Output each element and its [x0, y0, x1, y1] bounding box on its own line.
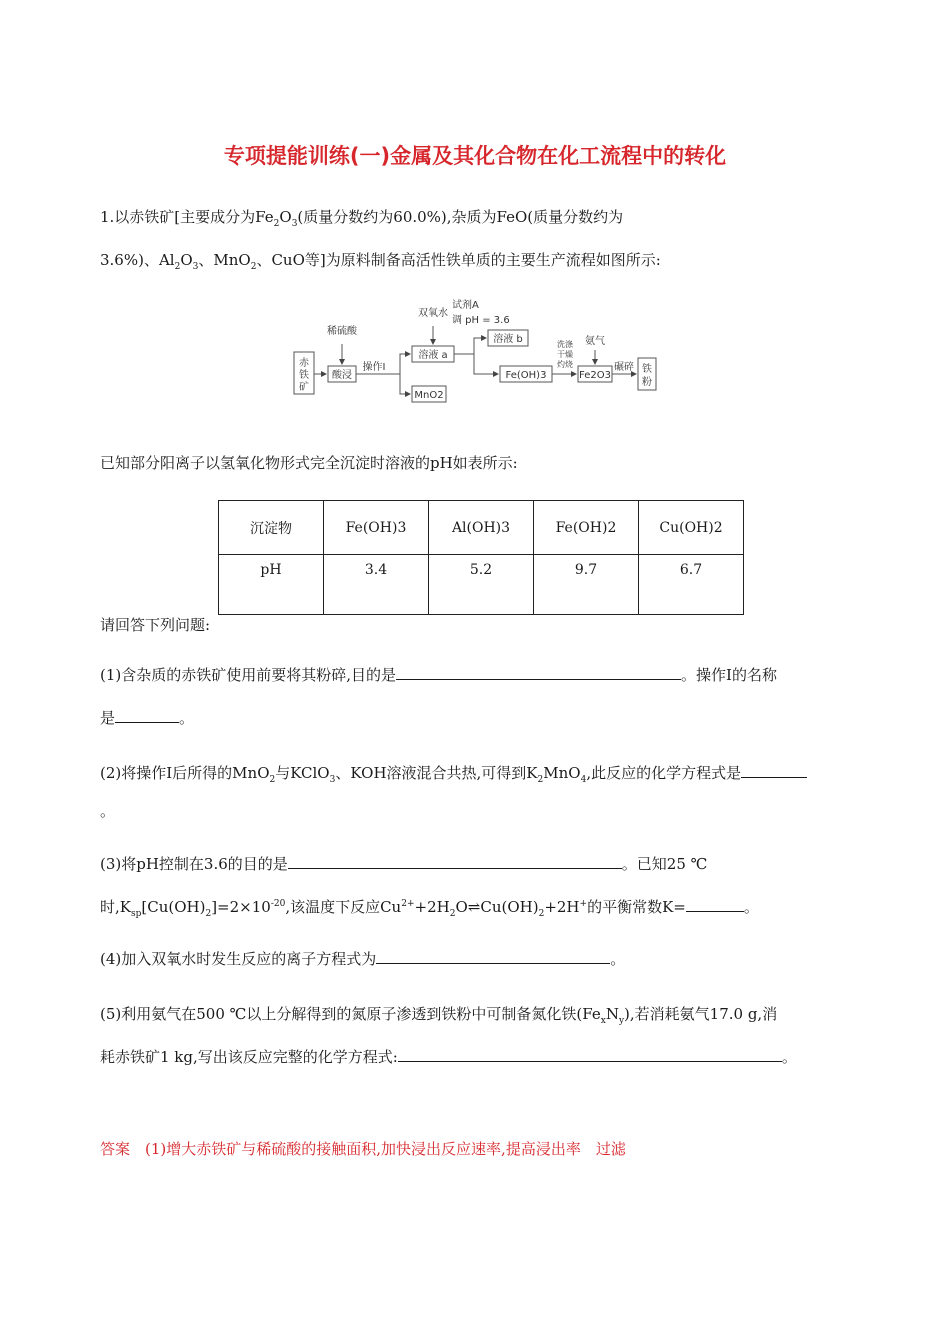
answer-blank[interactable] — [741, 763, 807, 778]
ore-label-2: 铁 — [299, 370, 309, 381]
answer-text: (1)增大赤铁矿与稀硫酸的接触面积,加快浸出反应速率,提高浸出率 过滤 — [145, 1140, 626, 1158]
mno2-label: MnO2 — [414, 390, 444, 401]
known-text: 已知部分阳离子以氢氧化物形式完全沉淀时溶液的pH如表所示: — [100, 454, 518, 472]
adjust-ph-label: 调 pH = 3.6 — [452, 315, 510, 326]
table-header-cell: Al(OH)3 — [429, 501, 534, 555]
answer-blank[interactable] — [398, 1047, 782, 1062]
acid-leach-label: 酸浸 — [332, 370, 352, 381]
fe2o3-label: Fe2O3 — [579, 370, 611, 381]
dilute-acid-label: 稀硫酸 — [327, 326, 357, 337]
grind-label: 碾碎 — [614, 362, 634, 373]
iron-powder-label-1: 铁 — [642, 364, 652, 375]
ph-table — [218, 500, 744, 615]
answer-blank[interactable] — [288, 854, 622, 869]
answer-blank[interactable] — [115, 708, 179, 723]
question-1-line-1: 1.以赤铁矿[主要成分为$Fe_2O_3$(质量分数约为60.0%),杂质为FeO(质量分数约为 — [100, 208, 624, 229]
part-5-line-2: 耗赤铁矿1 kg,写出该反应完整的化学方程式: 。 — [100, 1048, 797, 1066]
ore-label-3: 矿 — [299, 382, 309, 393]
solution-b-label: 溶液 b — [493, 334, 523, 345]
part-5-line-1: (5)利用氨气在500 ℃以上分解得到的氮原子渗透到铁粉中可制备氮化铁$(Fe_xN_y)$,若消耗氨气17.0 g,消 — [100, 1005, 778, 1026]
table-row — [219, 555, 744, 615]
ore-label-1: 赤 — [299, 358, 309, 369]
table-cell: 5.2 — [429, 555, 534, 615]
table-header-row — [219, 501, 744, 555]
operation-label: 操作Ⅰ — [362, 362, 386, 373]
table-cell: 9.7 — [534, 555, 639, 615]
part-1-line-2: 是 。 — [100, 709, 195, 727]
table-header-cell: 沉淀物 — [219, 501, 324, 555]
process-flow-diagram — [290, 294, 670, 410]
table-cell: pH — [219, 555, 324, 615]
part-3-line-1: (3)将pH控制在3.6的目的是 。已知25 ℃ — [100, 855, 708, 873]
answer-blank[interactable] — [376, 949, 610, 964]
table-header-cell: Cu(OH)2 — [639, 501, 744, 555]
question-1-line-2: 3.6%)、$Al_2O_3$、MnO$_2$、CuO等]为原料制备高活性铁单质的主要生产流程如图所示: — [100, 251, 661, 272]
answer-line — [100, 1138, 626, 1159]
wash-label-2: 干燥 — [557, 350, 573, 359]
page-title: 专项提能训练(一)金属及其化合物在化工流程中的转化 — [223, 144, 727, 168]
part-4: (4)加入双氧水时发生反应的离子方程式为 。 — [100, 950, 626, 968]
table-cell: 3.4 — [324, 555, 429, 615]
part-2-line-1: (2)将操作Ⅰ后所得的MnO$_2$与KClO$_3$、KOH溶液混合共热,可得到$K_2MnO_4$,此反应的化学方程式是 — [100, 762, 807, 785]
answer-blank[interactable] — [686, 897, 744, 912]
iron-powder-label-2: 粉 — [642, 377, 652, 388]
please-answer: 请回答下列问题: — [100, 616, 211, 634]
ammonia-label: 氨气 — [585, 336, 605, 347]
table-cell: 6.7 — [639, 555, 744, 615]
part-1-line-1: (1)含杂质的赤铁矿使用前要将其粉碎,目的是 。操作Ⅰ的名称 — [100, 666, 777, 684]
answer-blank[interactable] — [396, 665, 681, 680]
answer-label: 答案 — [100, 1140, 131, 1158]
table-header-cell: Fe(OH)2 — [534, 501, 639, 555]
part-2-line-2: 。 — [100, 802, 116, 820]
solution-a-label: 溶液 a — [418, 350, 448, 361]
wash-label-1: 洗涤 — [557, 340, 573, 349]
feoh3-label: Fe(OH)3 — [505, 370, 547, 381]
reagent-label: 试剂A — [452, 300, 479, 311]
wash-label-3: 灼烧 — [557, 360, 573, 369]
part-3-line-2: 时$,K_{sp}[Cu(OH)_2]=2\times 10^{-20}$,该温度下反应$Cu^{2+}+2H_2O\rightleftharpoons Cu(OH)_2+2H^+$的平衡常数K= 。 — [100, 898, 759, 919]
h2o2-label: 双氧水 — [418, 308, 448, 319]
table-header-cell: Fe(OH)3 — [324, 501, 429, 555]
